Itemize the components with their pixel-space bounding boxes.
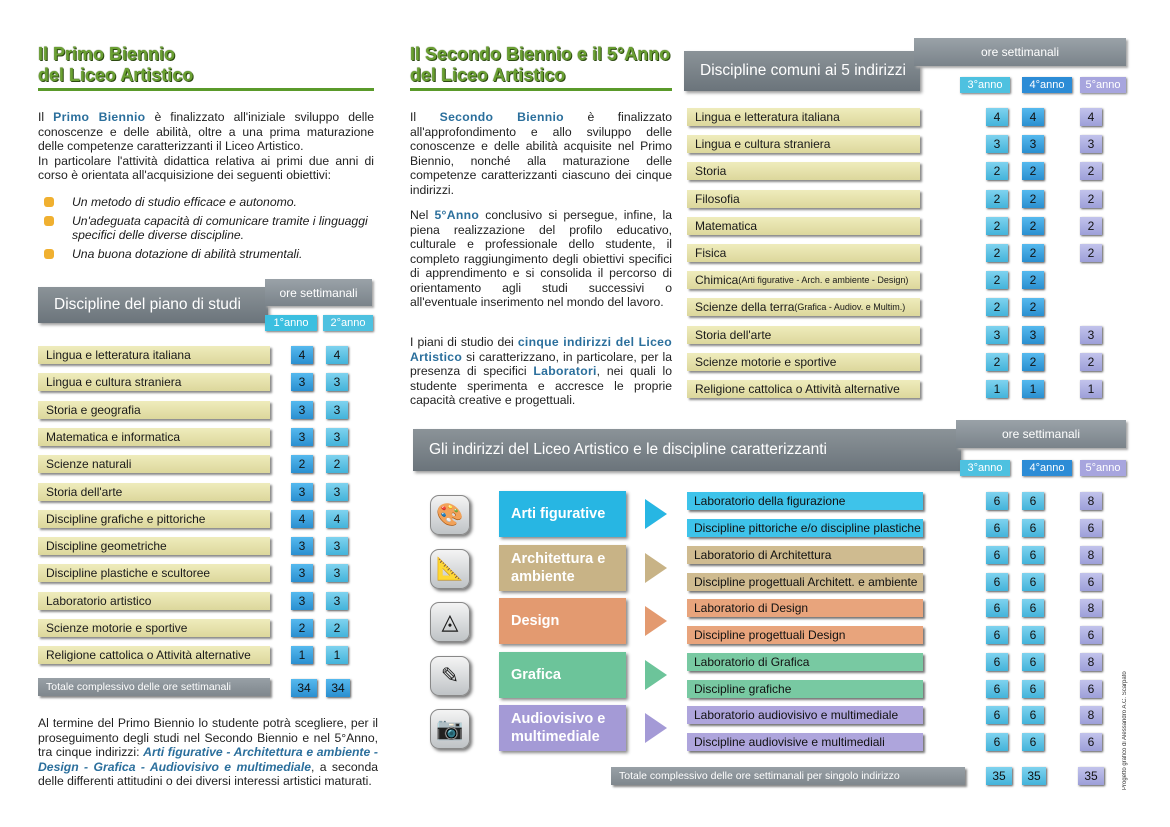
- indirizzo-discipline-name: Laboratorio di Grafica: [694, 654, 810, 669]
- bullet-icon: [44, 249, 54, 259]
- common-hours-a: 2: [986, 244, 1008, 262]
- indirizzo-3: [499, 652, 626, 698]
- common-discipline-name: Storia: [695, 164, 727, 179]
- common-hours-a: 2: [986, 190, 1008, 208]
- indirizzo-2: [499, 598, 626, 644]
- left-closing: Al termine del Primo Biennio lo studente potrà scegliere, per il proseguimento degli studi nel Secondo Biennio e nel 5°Anno, tra cinque indirizzi: Arti figurative - Architettura e ambiente - Design - Grafica - Audiovisivo e multimediale, a seconda delle differenti attitudini o dei diversi interessi artistici maturati.: [38, 716, 379, 788]
- left-title-rule: [38, 88, 374, 91]
- common-hours-b: 4: [1022, 108, 1044, 126]
- indirizzo-hours-c: 8: [1080, 653, 1102, 671]
- compass-icon: 📐: [430, 549, 470, 589]
- common-disciplines-header: Discipline comuni ai 5 indirizzi: [684, 51, 920, 91]
- indirizzo-discipline-name: Laboratorio di Architettura: [694, 547, 832, 562]
- discipline-name: Laboratorio artistico: [46, 593, 152, 608]
- common-hours-b: 3: [1022, 135, 1044, 153]
- hours-year-2: 4: [326, 510, 348, 528]
- indirizzi-total-4: 35: [1022, 767, 1046, 785]
- common-hours-c: 3: [1080, 135, 1102, 153]
- common-discipline-row: [687, 380, 920, 398]
- common-discipline-row: [687, 244, 920, 262]
- indirizzi-total-5: 35: [1078, 767, 1104, 785]
- hours-year-2: 1: [326, 646, 348, 664]
- indirizzo-4: [499, 705, 626, 751]
- hours-year-1: 4: [291, 346, 313, 364]
- indirizzo-discipline-name: Discipline progettuali Architett. e ambiente: [694, 574, 918, 589]
- common-discipline-row: [687, 108, 920, 126]
- hours-year-2: 3: [326, 537, 348, 555]
- common-hours-a: 3: [986, 326, 1008, 344]
- discipline-row: [38, 483, 270, 501]
- indirizzi-total-row: Totale complessivo delle ore settimanali per singolo indirizzo: [611, 767, 965, 785]
- left-total-row: Totale complessivo delle ore settimanali: [38, 678, 270, 696]
- indirizzo-discipline-row: [687, 546, 923, 564]
- common-hours-b: 2: [1022, 190, 1044, 208]
- indirizzo-discipline-name: Discipline audiovisive e multimediali: [694, 735, 885, 749]
- objective-text: Una buona dotazione di abilità strumentali.: [72, 246, 303, 261]
- discipline-row: [38, 592, 270, 610]
- common-discipline-note: (Arti figurative - Arch. e ambiente - Design): [738, 275, 909, 286]
- common-discipline-row: [687, 298, 920, 316]
- discipline-row: [38, 373, 270, 391]
- arrow-icon: [645, 553, 667, 583]
- indirizzo-discipline-name: Laboratorio di Design: [694, 601, 809, 615]
- hours-year-1: 3: [291, 373, 313, 391]
- objective-item: [38, 247, 374, 262]
- common-hours-c: 2: [1080, 217, 1102, 235]
- indirizzo-discipline-row: [687, 706, 923, 724]
- hours-year-1: 3: [291, 428, 313, 446]
- hours-year-1: 3: [291, 592, 313, 610]
- common-weekly-hours-label: ore settimanali: [914, 38, 1126, 66]
- common-hours-c: 2: [1080, 244, 1102, 262]
- indirizzo-hours-a: 6: [986, 599, 1008, 617]
- common-hours-a: 2: [986, 298, 1008, 316]
- indirizzo-hours-b: 6: [1022, 492, 1044, 510]
- indirizzo-hours-b: 6: [1022, 573, 1044, 591]
- discipline-name: Discipline geometriche: [46, 539, 167, 554]
- indirizzo-hours-c: 8: [1080, 546, 1102, 564]
- arrow-icon: [645, 499, 667, 529]
- mid-title: [410, 44, 670, 86]
- hours-year-2: 3: [326, 428, 348, 446]
- mid-title-line1: Il Secondo Biennio e il 5°Anno: [410, 44, 671, 64]
- hours-year-1: 3: [291, 564, 313, 582]
- common-hours-c: 4: [1080, 108, 1102, 126]
- common-hours-c: 1: [1080, 380, 1102, 398]
- indirizzi-year-5: 5°anno: [1080, 460, 1126, 476]
- hours-year-1: 2: [291, 619, 313, 637]
- discipline-name: Religione cattolica o Attività alternative: [46, 648, 251, 663]
- discipline-row: [38, 646, 270, 664]
- design-icon: ◬: [430, 602, 470, 642]
- left-title: [38, 44, 193, 86]
- common-discipline-name: Storia dell'arte: [695, 327, 772, 342]
- indirizzo-hours-c: 6: [1080, 573, 1102, 591]
- indirizzo-hours-c: 6: [1080, 680, 1102, 698]
- left-total-1: 34: [291, 679, 317, 697]
- indirizzo-discipline-name: Discipline grafiche: [694, 681, 792, 696]
- indirizzo-discipline-row: [687, 653, 923, 671]
- common-hours-c: 2: [1080, 190, 1102, 208]
- common-hours-b: 2: [1022, 162, 1044, 180]
- common-discipline-name: Religione cattolica o Attività alternative: [695, 382, 900, 396]
- indirizzo-discipline-row: [687, 733, 923, 751]
- indirizzo-hours-b: 6: [1022, 680, 1044, 698]
- indirizzo-discipline-row: [687, 573, 923, 591]
- camera-icon: 📷: [430, 709, 470, 749]
- indirizzo-hours-c: 6: [1080, 733, 1102, 751]
- indirizzo-hours-b: 6: [1022, 519, 1044, 537]
- mid-para-3: I piani di studio dei cinque indirizzi del Liceo Artistico si caratterizzano, in particolare, per la presenza di specifici Laboratori, nei quali lo studente sperimenta e accresce le proprie capacità creative e progettuali.: [410, 335, 672, 407]
- indirizzo-name: Architettura e ambiente: [511, 550, 606, 585]
- indirizzo-hours-a: 6: [986, 573, 1008, 591]
- weekly-hours-label: ore settimanali: [265, 279, 372, 306]
- mid-title-line2: del Liceo Artistico: [410, 65, 566, 85]
- objective-item: [38, 195, 374, 210]
- arrow-icon: [645, 606, 667, 636]
- indirizzo-hours-c: 6: [1080, 626, 1102, 644]
- indirizzo-hours-a: 6: [986, 680, 1008, 698]
- discipline-row: [38, 537, 270, 555]
- indirizzo-name: Grafica: [511, 666, 561, 683]
- indirizzo-name: Arti figurative: [511, 506, 606, 522]
- indirizzo-name: Audiovisivo e multimediale: [511, 711, 606, 745]
- common-discipline-name: Filosofia: [695, 191, 740, 206]
- indirizzo-hours-b: 6: [1022, 599, 1044, 617]
- indirizzo-hours-a: 6: [986, 519, 1008, 537]
- left-intro: Il Primo Biennio è finalizzato all'iniziale sviluppo delle conoscenze e delle abilità, oltre a una prima maturazione delle competenze caratterizzanti il Liceo Artistico. In particolare l'attività didattica relativa ai primi due anni di corso è orientata all'acquisizione dei seguenti obiettivi:: [38, 110, 374, 182]
- indirizzo-hours-a: 6: [986, 653, 1008, 671]
- bullet-icon: [44, 216, 54, 226]
- common-discipline-row: [687, 217, 920, 235]
- common-hours-b: 1: [1022, 380, 1044, 398]
- common-hours-b: 2: [1022, 298, 1044, 316]
- year-1-label: 1°anno: [265, 315, 317, 331]
- bullet-icon: [44, 197, 54, 207]
- hours-year-1: 2: [291, 455, 313, 473]
- hours-year-1: 1: [291, 646, 313, 664]
- hours-year-1: 3: [291, 537, 313, 555]
- mid-para-2: Nel 5°Anno conclusivo si persegue, infine, la piena realizzazione del profilo educativo, culturale e professionale dello studente, il completo raggiungimento degli obiettivi specifici di apprendimento e si consolida il percorso di orientamento agli studi successivi o all'eventuale inserimento nel mondo del lavoro.: [410, 208, 672, 309]
- common-discipline-name: Chimica: [695, 273, 739, 288]
- hours-year-2: 3: [326, 483, 348, 501]
- objective-item: [38, 214, 374, 243]
- indirizzo-hours-a: 6: [986, 546, 1008, 564]
- study-plan-header: Discipline del piano di studi: [38, 287, 268, 323]
- indirizzo-hours-b: 6: [1022, 626, 1044, 644]
- indirizzo-hours-b: 6: [1022, 733, 1044, 751]
- indirizzi-year-3: 3°anno: [960, 460, 1010, 476]
- hours-year-2: 3: [326, 564, 348, 582]
- arrow-icon: [645, 660, 667, 690]
- common-hours-b: 2: [1022, 244, 1044, 262]
- indirizzi-year-4: 4°anno: [1022, 460, 1072, 476]
- common-year-5: 5°anno: [1080, 77, 1126, 93]
- common-year-4: 4°anno: [1022, 77, 1072, 93]
- common-discipline-note: (Grafica - Audiov. e Multim.): [794, 302, 906, 313]
- mid-title-rule: [410, 88, 672, 91]
- discipline-row: [38, 510, 270, 528]
- common-discipline-name: Lingua e cultura straniera: [695, 137, 831, 152]
- indirizzo-discipline-row: [687, 519, 923, 537]
- common-hours-b: 2: [1022, 353, 1044, 371]
- hours-year-2: 3: [326, 401, 348, 419]
- hours-year-1: 4: [291, 510, 313, 528]
- arrow-icon: [645, 713, 667, 743]
- indirizzo-discipline-name: Laboratorio audiovisivo e multimediale: [694, 708, 899, 722]
- pencil-icon: ✎: [430, 656, 470, 696]
- left-total-2: 34: [326, 679, 350, 697]
- common-hours-a: 2: [986, 217, 1008, 235]
- indirizzo-discipline-name: Discipline pittoriche e/o discipline plastiche: [694, 521, 921, 535]
- discipline-row: [38, 619, 270, 637]
- indirizzo-hours-c: 8: [1080, 599, 1102, 617]
- indirizzo-hours-c: 8: [1080, 706, 1102, 724]
- discipline-name: Discipline plastiche e scultoree: [46, 566, 211, 581]
- indirizzo-hours-b: 6: [1022, 653, 1044, 671]
- discipline-row: [38, 428, 270, 446]
- indirizzo-discipline-name: Laboratorio della figurazione: [694, 494, 846, 508]
- indirizzo-discipline-row: [687, 626, 923, 644]
- common-discipline-name: Lingua e letteratura italiana: [695, 110, 840, 124]
- indirizzo-hours-a: 6: [986, 492, 1008, 510]
- indirizzi-header: Gli indirizzi del Liceo Artistico e le discipline caratterizzanti: [413, 429, 961, 471]
- common-discipline-row: [687, 271, 920, 289]
- discipline-name: Scienze motorie e sportive: [46, 621, 188, 635]
- year-2-label: 2°anno: [323, 315, 373, 331]
- hours-year-1: 3: [291, 483, 313, 501]
- left-title-line1: Il Primo Biennio: [38, 44, 176, 64]
- common-hours-c: 2: [1080, 353, 1102, 371]
- left-title-line2: del Liceo Artistico: [38, 65, 194, 85]
- common-hours-a: 2: [986, 271, 1008, 289]
- indirizzo-hours-a: 6: [986, 626, 1008, 644]
- common-hours-a: 1: [986, 380, 1008, 398]
- indirizzo-hours-b: 6: [1022, 706, 1044, 724]
- common-discipline-row: [687, 326, 920, 344]
- hours-year-2: 2: [326, 455, 348, 473]
- indirizzo-discipline-row: [687, 680, 923, 698]
- common-year-3: 3°anno: [960, 77, 1010, 93]
- discipline-name: Discipline grafiche e pittoriche: [46, 511, 206, 526]
- common-discipline-row: [687, 190, 920, 208]
- indirizzo-discipline-row: [687, 492, 923, 510]
- discipline-name: Storia dell'arte: [46, 484, 123, 499]
- common-discipline-name: Fisica: [695, 246, 727, 260]
- discipline-name: Matematica e informatica: [46, 429, 181, 444]
- indirizzo-hours-c: 6: [1080, 519, 1102, 537]
- discipline-row: [38, 401, 270, 419]
- common-hours-a: 4: [986, 108, 1008, 126]
- common-hours-a: 2: [986, 353, 1008, 371]
- common-discipline-row: [687, 135, 920, 153]
- common-hours-a: 3: [986, 135, 1008, 153]
- objective-text: Un metodo di studio efficace e autonomo.: [72, 195, 297, 209]
- common-discipline-row: [687, 162, 920, 180]
- common-hours-b: 2: [1022, 271, 1044, 289]
- common-discipline-name: Scienze della terra: [695, 300, 795, 315]
- indirizzo-discipline-row: [687, 599, 923, 617]
- discipline-row: [38, 564, 270, 582]
- indirizzo-hours-a: 6: [986, 733, 1008, 751]
- common-hours-c: 3: [1080, 326, 1102, 344]
- indirizzo-hours-a: 6: [986, 706, 1008, 724]
- indirizzo-1: [499, 545, 626, 591]
- indirizzi-total-3: 35: [986, 767, 1012, 785]
- common-hours-b: 2: [1022, 217, 1044, 235]
- hours-year-2: 4: [326, 346, 348, 364]
- discipline-name: Lingua e letteratura italiana: [46, 348, 191, 362]
- indirizzo-name: Design: [511, 613, 560, 629]
- indirizzo-0: [499, 491, 626, 537]
- objective-text: Un'adeguata capacità di comunicare tramite i linguaggi specifici delle diverse discipline.: [72, 213, 368, 242]
- indirizzo-hours-b: 6: [1022, 546, 1044, 564]
- palette-icon: 🎨: [430, 495, 470, 535]
- discipline-name: Scienze naturali: [46, 457, 132, 472]
- discipline-name: Storia e geografia: [46, 402, 141, 417]
- indirizzo-hours-c: 8: [1080, 492, 1102, 510]
- discipline-row: [38, 346, 270, 364]
- discipline-name: Lingua e cultura straniera: [46, 375, 182, 390]
- discipline-row: [38, 455, 270, 473]
- hours-year-2: 2: [326, 619, 348, 637]
- common-discipline-row: [687, 353, 920, 371]
- hours-year-2: 3: [326, 373, 348, 391]
- hours-year-2: 3: [326, 592, 348, 610]
- common-discipline-name: Matematica: [695, 218, 758, 233]
- indirizzi-weekly-hours-label: ore settimanali: [956, 420, 1126, 448]
- common-hours-a: 2: [986, 162, 1008, 180]
- mid-para-1: Il Secondo Biennio è finalizzato all'approfondimento e allo sviluppo delle conoscenze e delle abilità acquisite nel Primo Biennio, nonché alla maturazione delle competenze caratterizzanti ciascuno dei cinque indirizzi.: [410, 110, 672, 197]
- objectives-list: [38, 195, 374, 265]
- hours-year-1: 3: [291, 401, 313, 419]
- graphic-credit: Progetto grafico di Alessandro A.C. Scarpato: [1122, 671, 1128, 790]
- common-hours-b: 3: [1022, 326, 1044, 344]
- indirizzo-discipline-name: Discipline progettuali Design: [694, 628, 846, 642]
- common-hours-c: 2: [1080, 162, 1102, 180]
- common-discipline-name: Scienze motorie e sportive: [695, 354, 837, 369]
